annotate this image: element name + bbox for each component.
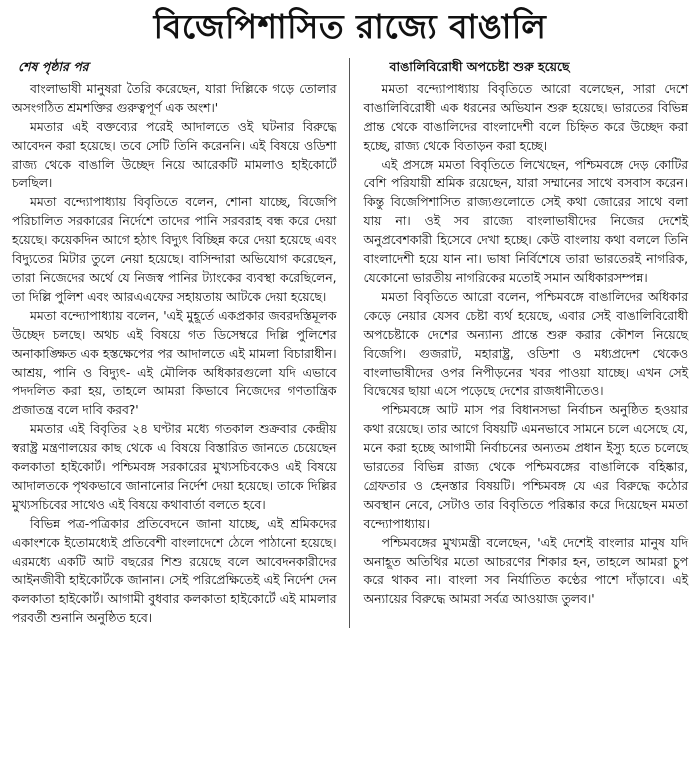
paragraph: মমতা বিবৃতিতে আরো বলেন, পশ্চিমবঙ্গে বাঙালিদের অধিকার কেড়ে নেয়ার যেসব চেষ্টা ব্যর্থ হয়েছে, এবার সেই বাঙালিবিরোধী অপচেষ্টাকে দেশের অন্যান্য প্রান্তে শুরু করার কৌশল নিয়েছে বিজেপি। গুজরাট, মহারাষ্ট্র, ওডিশা ও মধ্যপ্রদেশ থেকেও বাংলাভাষীদের ওপর নিপীড়নের খবর পাওয়া যাচ্ছে। এখন সেই বিদ্বেষের ছায়া এসে পড়েছে দেশের রাজধানীতেও। (363, 289, 688, 399)
paragraph: এই প্রসঙ্গে মমতা বিবৃতিতে লিখেছেন, পশ্চিমবঙ্গে দেড় কোটির বেশি পরিযায়ী শ্রমিক রয়েছেন, যারা সম্মানের সাথে বসবাস করেন। কিন্তু বিজেপিশাসিত রাজ্যগুলোতে সেই কথা জোরের সাথে বলা যায় না। ওই সব রাজ্যে বাংলাভাষীদের নিজের দেশেই অনুপ্রবেশকারী হিসেবে দেখা হচ্ছে। কেউ বাংলায় কথা বললে তিনি বাংলাদেশী হয়ে যান না। ভাষা নির্বিশেষে তারা ভারতেরই নাগরিক, যেকোনো ভারতীয় নাগরিকের মতোই সমান অধিকারসম্পন্ন। (363, 157, 688, 285)
headline: বিজেপিশাসিত রাজ্যে বাঙালি (153, 7, 547, 46)
paragraph: পশ্চিমবঙ্গের মুখ্যমন্ত্রী বলেছেন, 'এই দেশেই বাংলার মানুষ যদি অনাহূত অতিথির মতো আচরণের শিকার হন, তাহলে আমরা চুপ করে থাকব না। বাংলা সব নির্যাতিত কণ্ঠের পাশে দাঁড়াবে। এই অন্যায়ের বিরুদ্ধে আমরা সর্বত্র আওয়াজ তুলব।' (363, 535, 688, 607)
paragraph: মমতার এই বক্তব্যের পরেই আদালতে ওই ঘটনার বিরুদ্ধে আবেদন করা হয়েছে। তবে সেটি তিনি করেননি। এই বিষয়ে ওডিশা রাজ্য থেকে বাঙালি উচ্ছেদ নিয়ে আরেকটি মামলাও হাইকোর্টে চলছিল। (12, 119, 337, 191)
paragraph: মমতা বন্দ্যোপাধ্যায় বিবৃতিতে আরো বলেছেন, সারা দেশে বাঙালিবিরোধী এক ধরনের অভিযান শুরু হয়েছে। ভারতের বিভিন্ন প্রান্ত থেকে বাঙালিদের বাংলাদেশী বলে চিহ্নিত করে উচ্ছেদ করা হচ্ছে, রাজ্য থেকে বিতাড়ন করা হচ্ছে। (363, 81, 688, 153)
left-column (12, 58, 350, 628)
paragraph: বিভিন্ন পত্র-পত্রিকার প্রতিবেদনে জানা যাচ্ছে, এই শ্রমিকদের একাংশকে ইতোমধ্যেই প্রতিবেশী বাংলাদেশে ঠেলে পাঠানো হয়েছে। এরমধ্যে একটি আট বছরের শিশু রয়েছে বলে আবেদনকারীদের আইনজীবী হাইকোর্টকে জানান। সেই পরিপ্রেক্ষিতেই এই নির্দেশ দেন কলকাতা হাইকোর্ট। আগামী বুধবার কলকাতা হাইকোর্টে এই মামলার পরবর্তী শুনানি অনুষ্ঠিত হবে। (12, 516, 337, 626)
paragraph: পশ্চিমবঙ্গে আট মাস পর বিধানসভা নির্বাচন অনুষ্ঠিত হওয়ার কথা রয়েছে। তার আগে বিষয়টি এমনভাবে সামনে চলে এসেছে যে, মনে করা হচ্ছে আগামী নির্বাচনের অন্যতম প্রধান ইস্যু হতে চলেছে ভারতের বিভিন্ন রাজ্য থেকে পশ্চিমবঙ্গের বাঙালিকে বহিষ্কার, গ্রেফতার ও হেনস্তার বিষয়টি। পশ্চিমবঙ্গ যে এর বিরুদ্ধে কঠোর অবস্থান নেবে, সেটাও তার বিবৃতিতে পরিষ্কার করে দিয়েছেন মমতা বন্দ্যোপাধ্যায়। (363, 403, 688, 531)
section-subhead: বাঙালিবিরোধী অপচেষ্টা শুরু হয়েছে (389, 59, 570, 74)
paragraph: মমতা বন্দ্যোপাধ্যায় বিবৃতিতে বলেন, শোনা যাচ্ছে, বিজেপি পরিচালিত সরকারের নির্দেশে তাদের পানি সরবরাহ বন্ধ করে দেয়া হয়েছে। কয়েকদিন আগে হঠাৎ বিদ্যুৎ বিচ্ছিন্ন করে দেয়া হয়েছে এবং বিদ্যুতের মিটার তুলে নেয়া হয়েছে। বাসিন্দারা অভিযোগ করেছেন, তারা নিজেদের অর্থে যে নিজস্ব পানির ট্যাংকের ব্যবস্থা করেছিলেন, তা দিল্লি পুলিশ এবং আরএএফের সহায়তায় আটকে দেয়া হয়েছে। (12, 195, 337, 304)
right-column (350, 58, 689, 628)
paragraph: মমতার এই বিবৃতির ২৪ ঘণ্টার মধ্যে গতকাল শুক্রবার কেন্দ্রীয় স্বরাষ্ট্র মন্ত্রণালয়ের কাছ থেকে এ বিষয়ে বিস্তারিত জানতে চেয়েছেন কলকাতা হাইকোর্ট। পশ্চিমবঙ্গ সরকারের মুখ্যসচিবকেও এই বিষয়ে আদালতকে পৃথকভাবে জানানোর নির্দেশ দেয়া হয়েছে। তাকে দিল্লির মুখ্যসচিবের সাথেও এই বিষয়ে কথাবার্তা বলতে হবে। (12, 422, 337, 512)
paragraph: মমতা বন্দ্যোপাধ্যায় বলেন, 'এই মুহূর্তে একপ্রকার জবরদস্তিমূলক উচ্ছেদ চলছে। অথচ এই বিষয়ে গত ডিসেম্বরে দিল্লি পুলিশের অনাকাঙ্ক্ষিত এক হস্তক্ষেপের পর আদালতে এই মামলা বিচারাধীন। আশ্রয়, পানি ও বিদ্যুৎ- এই মৌলিক অধিকারগুলো যদি এভাবে পদদলিত করা হয়, তাহলে আমরা কিভাবে নিজেদের গণতান্ত্রিক প্রজাতন্ত্র বলে দাবি করব?' (12, 308, 337, 418)
article-columns (12, 58, 688, 628)
paragraph: বাংলাভাষী মানুষরা তৈরি করেছেন, যারা দিল্লিকে গড়ে তোলার অসংগঠিত শ্রমশক্তির গুরুত্বপূর্ণ এক অংশ।' (12, 81, 337, 115)
continuation-kicker: শেষ পৃষ্ঠার পর (18, 59, 89, 74)
